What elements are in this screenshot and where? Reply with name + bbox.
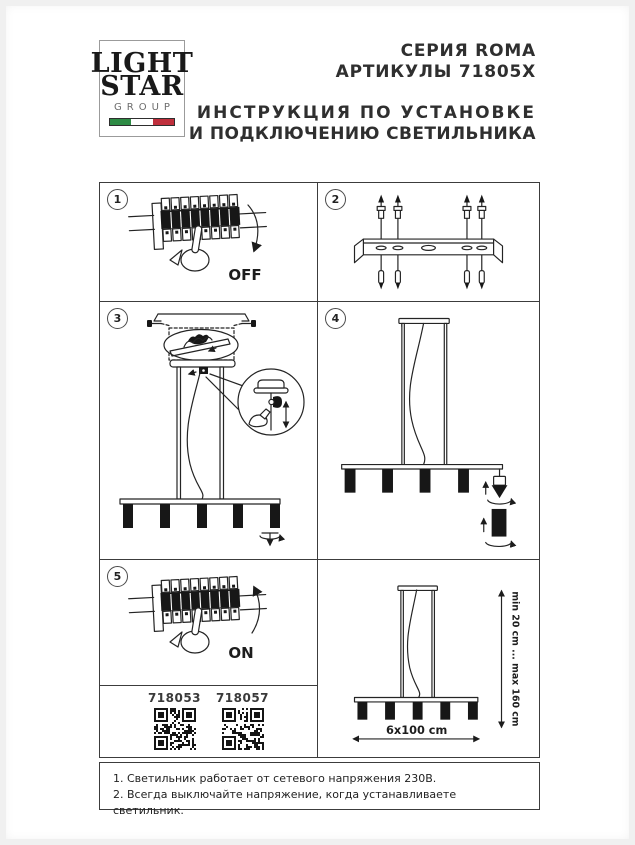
flag-white-segment <box>131 119 152 125</box>
lamp-cone-icon <box>492 485 508 498</box>
qr-code <box>154 708 196 750</box>
ceiling-bracket-edge <box>147 314 256 327</box>
step-1-number-badge <box>107 189 128 210</box>
logo-word-star: STAR <box>100 70 184 102</box>
pendant-fixture <box>355 586 478 720</box>
ceiling-bracket <box>355 239 503 263</box>
step-2-panel <box>318 183 539 301</box>
series-title: СЕРИЯ ROMA <box>400 41 536 61</box>
flag-green-segment <box>110 119 131 125</box>
step-5-panel <box>100 560 317 685</box>
power-cord <box>407 590 419 698</box>
step-4-panel <box>318 302 539 559</box>
italian-flag-bar <box>109 118 175 126</box>
dimensions-panel <box>318 560 539 757</box>
step-3-number-badge <box>107 308 128 329</box>
wiring-illustration <box>100 302 317 559</box>
height-dimension-label: min 20 cm ... max 160 cm <box>509 591 521 727</box>
step-5-number: 5 <box>113 570 122 583</box>
article-number-label: 718057 <box>215 691 270 705</box>
logo-word-light: LIGHT <box>90 47 194 79</box>
power-cord <box>410 323 425 464</box>
step-1-number: 1 <box>113 193 122 206</box>
wall-anchor-icon <box>377 195 486 219</box>
canopy-and-rods <box>170 360 235 499</box>
step-4-number-badge <box>325 308 346 329</box>
step-1-panel <box>100 183 317 301</box>
pendant-fixture <box>342 319 503 493</box>
qr-column <box>147 691 203 757</box>
qr-section <box>100 686 317 757</box>
document-header <box>189 41 536 145</box>
lightstar-logo <box>90 40 194 137</box>
socket-and-shade-exploded-view <box>484 469 512 546</box>
logo-word-group: GROUP <box>114 101 175 113</box>
breaker-off-label: OFF <box>228 266 262 284</box>
instruction-title-line1: ИНСТРУКЦИЯ ПО УСТАНОВКЕ <box>196 103 536 123</box>
qr-code <box>222 708 264 750</box>
power-cord <box>187 369 203 499</box>
note-line-1: 1. Светильник работает от сетевого напряжения 230В. <box>113 772 437 785</box>
step-2-number: 2 <box>331 193 340 206</box>
qr-column <box>215 691 271 757</box>
width-dimension <box>354 723 479 739</box>
screw-rotation-icon <box>260 533 280 545</box>
shade-assembly-illustration <box>318 302 539 559</box>
safety-notes-box <box>99 762 540 817</box>
flag-red-segment <box>153 119 174 125</box>
steps-grid <box>99 182 540 758</box>
step-4-number: 4 <box>331 312 340 325</box>
turn-on-arrow <box>252 587 260 633</box>
wire-connection-magnifier <box>164 330 238 361</box>
note-line-2: 2. Всегда выключайте напряжение, когда устанавливаете светильник. <box>113 788 457 817</box>
dimensions-illustration <box>318 560 539 757</box>
step-2-number-badge <box>325 189 346 210</box>
breaker-on-label: ON <box>228 644 254 662</box>
step-5-number-badge <box>107 566 128 587</box>
breaker-on-illustration <box>100 560 317 685</box>
breaker-off-illustration <box>100 183 317 301</box>
width-dimension-label: 6x100 cm <box>386 722 448 737</box>
articles-title: АРТИКУЛЫ 71805X <box>335 62 536 82</box>
rotation-arrow-icon <box>486 541 512 546</box>
mounting-bracket-illustration <box>318 183 539 301</box>
article-number-label: 718053 <box>147 691 202 705</box>
shade-cylinder <box>492 509 507 537</box>
rotation-arrow-icon <box>488 499 512 504</box>
instruction-title-line2: И ПОДКЛЮЧЕНИЮ СВЕТИЛЬНИКА <box>188 124 536 144</box>
screw-icon <box>379 271 485 290</box>
lamp-bar-with-shades <box>120 499 280 528</box>
height-dimension <box>502 591 521 727</box>
step-3-number: 3 <box>113 312 122 325</box>
step-3-panel <box>100 302 317 559</box>
